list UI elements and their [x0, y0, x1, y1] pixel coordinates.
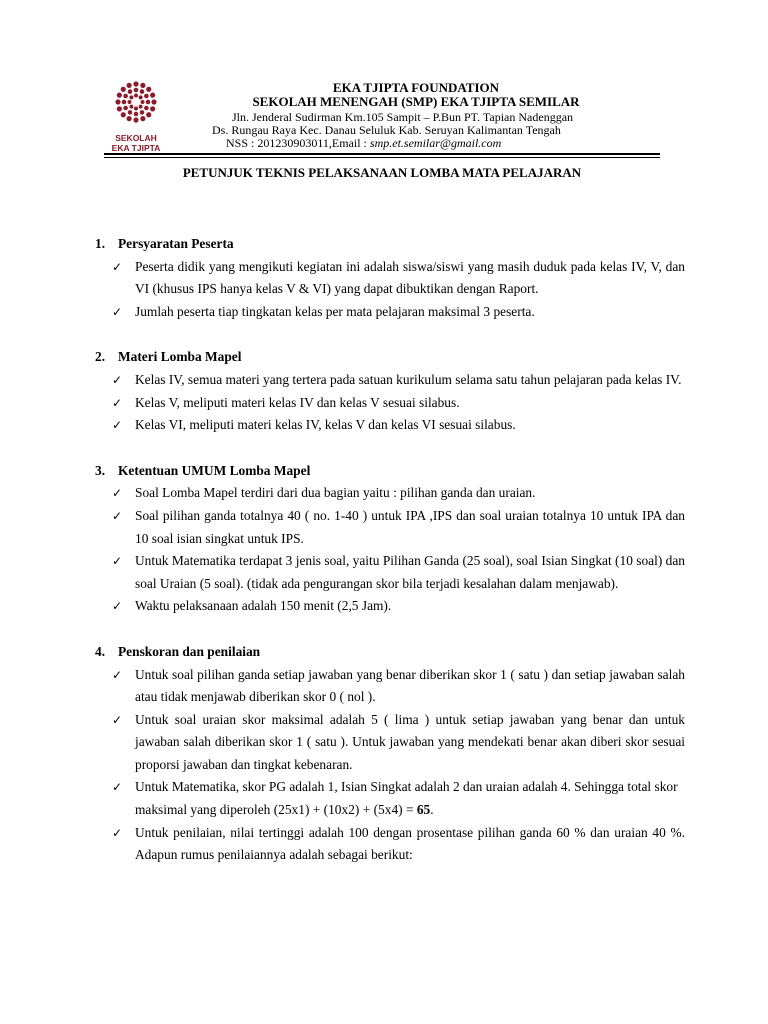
section-title: 3. Ketentuan UMUM Lomba Mapel	[95, 462, 311, 478]
list-item: ✓ Waktu pelaksanaan adalah 150 menit (2,5 Jam).	[95, 595, 685, 618]
check-icon: ✓	[112, 418, 123, 433]
list-item: ✓ Untuk Matematika, skor PG adalah 1, Isian Singkat adalah 2 dan uraian adalah 4. Sehingga total skor maksimal yang diperoleh (25x1) + (10x2) + (5x4) = 65.	[95, 776, 685, 821]
total-score: 65	[416, 802, 431, 818]
check-icon: ✓	[112, 712, 123, 727]
list-item: ✓ Jumlah peserta tiap tingkatan kelas per mata pelajaran maksimal 3 peserta.	[95, 301, 685, 324]
list-item: ✓ Kelas V, meliputi materi kelas IV dan kelas V sesuai silabus.	[95, 392, 685, 415]
address-line-1: Jln. Jenderal Sudirman Km.105 Sampit – P.Bun PT. Tapian Nadenggan	[232, 110, 574, 124]
list-item: ✓ Untuk soal uraian skor maksimal adalah 5 ( lima ) untuk setiap jawaban yang benar dan untuk jawaban salah diberikan skor 1 ( satu ). Untuk jawaban yang mendekati benar akan diberi skor sesuai proporsi jawaban dan tingkat kebenaran.	[95, 709, 685, 777]
letterhead-rule-thick	[104, 153, 660, 155]
nss-text: NSS : 201230903011,Email :	[226, 136, 370, 150]
section-title: 4. Penskoran dan penilaian	[95, 643, 261, 659]
section-title: 1. Persyaratan Peserta	[95, 236, 234, 251]
address-line-2: Ds. Rungau Raya Kec. Danau Seluluk Kab. Seruyan Kalimantan Tengah	[212, 123, 561, 137]
check-icon: ✓	[112, 304, 123, 319]
foundation-name: EKA TJIPTA FOUNDATION	[332, 80, 500, 95]
list-item: ✓ Untuk Matematika terdapat 3 jenis soal, yaitu Pilihan Ganda (25 soal), soal Isian Singkat (10 soal) dan soal Uraian (5 soal). (tidak ada pengurangan skor bila terjadi kesalahan dalam menjawab).	[95, 550, 685, 595]
list-item: ✓ Untuk penilaian, nilai tertinggi adalah 100 dengan prosentase pilihan ganda 60 % dan uraian 40 %. Adapun rumus penilaiannya adalah sebagai berikut:	[95, 822, 685, 867]
letterhead-rule-thin	[104, 157, 660, 158]
check-icon: ✓	[112, 259, 123, 274]
check-icon: ✓	[112, 780, 123, 795]
list-item: ✓ Kelas IV, semua materi yang tertera pada satuan kurikulum selama satu tahun pelajaran pada kelas IV.	[95, 369, 685, 392]
list-item: ✓ Kelas VI, meliputi materi kelas IV, kelas V dan kelas VI sesuai silabus.	[95, 414, 685, 437]
document-title: PETUNJUK TEKNIS PELAKSANAAN LOMBA MATA PELAJARAN	[182, 165, 582, 180]
list-item: ✓ Untuk soal pilihan ganda setiap jawaban yang benar diberikan skor 1 ( satu ) dan setiap jawaban salah atau tidak menjawab diberikan skor 0 ( nol ).	[95, 664, 685, 709]
check-icon: ✓	[112, 599, 123, 614]
check-icon: ✓	[112, 508, 123, 523]
list-item: ✓ Peserta didik yang mengikuti kegiatan ini adalah siswa/siswi yang masih duduk pada kelas IV, V, dan VI (khusus IPS hanya kelas V & VI) yang dapat dibuktikan dengan Raport.	[95, 256, 685, 301]
check-icon: ✓	[112, 486, 123, 501]
document-body	[95, 233, 685, 867]
nss-email-line	[226, 136, 501, 151]
list-item: ✓ Soal pilihan ganda totalnya 40 ( no. 1-40 ) untuk IPA ,IPS dan soal uraian totalnya 10 untuk IPA dan 10 soal isian singkat untuk IPS.	[95, 505, 685, 550]
logo-text-line1: SEKOLAH	[115, 133, 157, 143]
check-icon: ✓	[112, 395, 123, 410]
school-logo	[104, 78, 168, 154]
check-icon: ✓	[112, 667, 123, 682]
check-icon: ✓	[112, 372, 123, 387]
school-name: SEKOLAH MENENGAH (SMP) EKA TJIPTA SEMILAR	[252, 94, 580, 109]
list-item: ✓ Soal Lomba Mapel terdiri dari dua bagian yaitu : pilihan ganda dan uraian.	[95, 482, 685, 505]
check-icon: ✓	[112, 554, 123, 569]
section-title: 2. Materi Lomba Mapel	[95, 349, 242, 365]
email-text: smp.et.semilar@gmail.com	[369, 136, 502, 150]
logo-text-line2: EKA TJIPTA	[111, 143, 161, 153]
check-icon: ✓	[112, 825, 123, 840]
